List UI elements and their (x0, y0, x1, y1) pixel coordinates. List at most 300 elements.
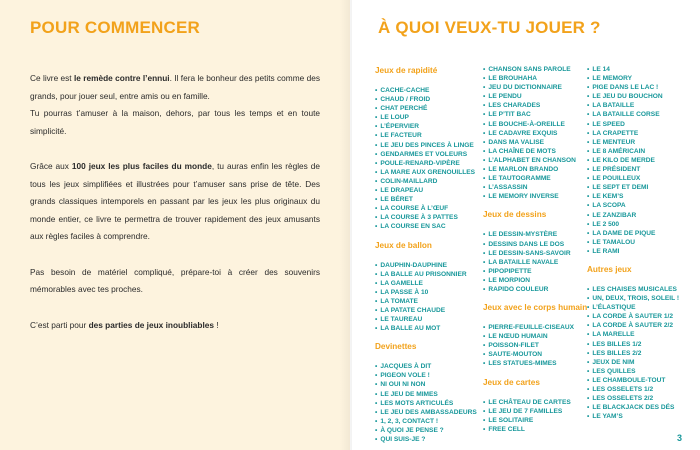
game-name: LE YAM’S (592, 413, 623, 421)
game-list-item (587, 376, 697, 385)
game-name: LA BATAILLE (592, 102, 635, 110)
game-name: LE ZANZIBAR (592, 211, 637, 219)
game-name: LA SCOPA (592, 202, 626, 210)
game-list-item (587, 211, 697, 220)
intro-paragraph-1 (30, 70, 320, 105)
bullet-icon: • (483, 156, 486, 164)
game-list-item (587, 101, 697, 110)
game-list-item (375, 86, 485, 95)
bullet-icon: • (587, 331, 590, 339)
games-list (375, 362, 485, 444)
game-list-item (587, 183, 697, 192)
game-list-item (587, 138, 697, 147)
game-list-item (483, 359, 593, 368)
game-list-item (483, 147, 593, 156)
game-list-item (375, 435, 485, 444)
game-name: LE 14 (592, 66, 610, 73)
page-title-right: À QUOI VEUX-TU JOUER ? (378, 18, 601, 37)
game-list-item (587, 156, 697, 165)
text-run: , tu auras enfin les règles de tous les jeux simplifiées et illustrées pour t’amuser sans prise de tête. Des grands classiques intemporels en passant par les jeux les plus originaux du monde entier, ce livre te permettra de trouver rapidement des jeux amusants aux règles faciles à comprendre. (30, 161, 320, 241)
bullet-icon: • (483, 184, 486, 192)
bullet-icon: • (483, 193, 486, 201)
bullet-icon: • (375, 187, 378, 195)
bullet-icon: • (483, 166, 486, 174)
bullet-icon: • (587, 367, 590, 375)
games-list (587, 285, 697, 421)
game-name: LE 2 500 (592, 220, 620, 228)
game-list-item (587, 349, 697, 358)
bullet-icon: • (483, 249, 486, 257)
bullet-icon: • (375, 381, 378, 389)
bullet-icon: • (375, 141, 378, 149)
bullet-icon: • (483, 240, 486, 248)
game-list-item (375, 168, 485, 177)
bullet-icon: • (375, 214, 378, 222)
game-list-item (375, 417, 485, 426)
bullet-icon: • (483, 66, 486, 73)
game-list-item (375, 399, 485, 408)
bullet-icon: • (375, 390, 378, 398)
game-name: POULE-RENARD-VIPÈRE (380, 159, 460, 167)
game-list-item (483, 156, 593, 165)
game-list-item (483, 425, 593, 434)
game-list-item (483, 192, 593, 201)
game-list-item (587, 147, 697, 156)
game-name: COLIN-MAILLARD (380, 177, 438, 185)
game-name: LE MEMORY INVERSE (488, 193, 559, 201)
game-list-item (587, 312, 697, 321)
bullet-icon: • (587, 102, 590, 110)
bullet-icon: • (483, 138, 486, 146)
game-list-item (375, 426, 485, 435)
game-list-item (483, 323, 593, 332)
game-name: DESSINS DANS LE DOS (488, 240, 565, 248)
text-run: ! (214, 319, 219, 330)
game-name: LA BALLE AU PRISONNIER (380, 270, 467, 278)
game-name: LES MOTS ARTICULÉS (380, 399, 454, 407)
game-list-item (483, 407, 593, 416)
bullet-icon: • (483, 129, 486, 137)
bullet-icon: • (483, 416, 486, 424)
game-name: LE RAMI (592, 247, 620, 255)
game-list-item (375, 258, 486, 270)
bullet-icon: • (587, 202, 590, 210)
bullet-icon: • (375, 270, 378, 278)
intro-text (30, 70, 320, 334)
game-list-item (483, 174, 593, 183)
section-title: Jeux de cartes (483, 377, 540, 387)
bullet-icon: • (587, 285, 590, 293)
game-name: LA DAME DE PIQUE (592, 229, 656, 237)
game-list-item (375, 408, 485, 417)
game-list-item (375, 104, 485, 113)
game-list-item (483, 249, 593, 258)
game-name: LES OSSELETS 1/2 (592, 386, 654, 393)
bullet-icon: • (375, 306, 378, 314)
bullet-icon: • (587, 93, 590, 101)
game-name: LES BILLES 2/2 (592, 349, 642, 357)
game-name: LE POUILLEUX (592, 175, 641, 183)
game-list-item (587, 201, 697, 210)
bullet-icon: • (483, 276, 486, 284)
bullet-icon: • (587, 220, 590, 228)
game-list-item (483, 230, 593, 239)
game-list-item (587, 321, 697, 330)
section-title: Jeux de rapidité (375, 66, 438, 75)
game-list-item (375, 204, 485, 213)
game-name: LE KILO DE MERDE (592, 156, 655, 164)
game-list-item (483, 398, 593, 407)
game-list-item (483, 267, 593, 276)
bullet-icon: • (375, 325, 378, 333)
bullet-icon: • (483, 147, 486, 155)
bullet-icon: • (483, 398, 486, 406)
bullet-icon: • (587, 229, 590, 237)
bullet-icon: • (483, 120, 486, 128)
game-list-item (483, 83, 593, 92)
bullet-icon: • (587, 340, 590, 348)
game-list-item (587, 340, 697, 349)
bullet-icon: • (375, 96, 378, 104)
game-list-item (587, 385, 697, 394)
section-title: Devinettes (375, 342, 417, 352)
game-list-item (587, 394, 697, 403)
game-list-item (375, 222, 485, 231)
game-name: LE NŒUD HUMAIN (488, 333, 548, 341)
game-list-item (375, 122, 485, 131)
game-list-item (587, 238, 697, 247)
game-name: PIERRE-FEUILLE-CISEAUX (488, 324, 575, 332)
game-list-item (587, 110, 697, 119)
games-list (587, 65, 697, 256)
games-list (375, 86, 485, 232)
bullet-icon: • (483, 75, 486, 83)
bullet-icon: • (587, 247, 590, 255)
bullet-icon: • (375, 288, 378, 296)
game-list-item (483, 240, 593, 249)
bullet-icon: • (375, 87, 378, 94)
game-list-item (587, 65, 697, 74)
game-name: LE MEMORY (592, 75, 632, 83)
bullet-icon: • (587, 349, 590, 357)
game-name: LE SPEED (592, 120, 625, 128)
intro-paragraph-5 (30, 317, 320, 335)
bullet-icon: • (375, 426, 378, 434)
game-name: LA TOMATE (380, 297, 418, 305)
game-list-item (483, 138, 593, 147)
bullet-icon: • (587, 147, 590, 155)
game-list-item (587, 247, 697, 256)
bullet-icon: • (587, 175, 590, 183)
game-list-item (587, 367, 697, 376)
game-list-item (375, 390, 485, 399)
bullet-icon: • (587, 404, 590, 412)
game-list-item (587, 294, 697, 303)
game-name: LE TAUTOGRAMME (488, 175, 551, 183)
bullet-icon: • (483, 342, 486, 350)
bullet-icon: • (375, 297, 378, 305)
game-name: L’ÉPERVIER (380, 123, 420, 131)
bullet-icon: • (375, 205, 378, 213)
bullet-icon: • (587, 395, 590, 403)
game-list-item (375, 267, 486, 279)
game-list-item (375, 147, 486, 159)
game-name: LE SEPT ET DEMI (592, 184, 649, 192)
game-list-item (375, 315, 485, 324)
games-column-1 (375, 65, 485, 444)
bullet-icon: • (483, 267, 486, 275)
game-list-item (375, 371, 485, 380)
text-run: . Il fera le bonheur des petits comme des grands, pour jouer seul, entre amis ou en famille. (30, 73, 320, 101)
game-name: PIGEON VOLE ! (380, 372, 430, 380)
game-name: LES CHAISES MUSICALES (592, 285, 677, 293)
game-name: LA MARELLE (592, 331, 635, 339)
game-name: LA PASSE À 10 (380, 288, 429, 296)
game-list-item (375, 113, 485, 122)
games-list (483, 398, 593, 434)
book-gutter (340, 0, 352, 450)
bullet-icon: • (483, 360, 486, 368)
game-name: LE DESSIN-MYSTÈRE (488, 231, 558, 239)
bullet-icon: • (483, 102, 486, 110)
bullet-icon: • (375, 279, 378, 287)
game-list-item (587, 192, 697, 201)
game-list-item (483, 183, 593, 192)
bullet-icon: • (483, 425, 486, 433)
game-name: LE JEU DES PINCES À LINGE (380, 141, 474, 149)
game-list-item (375, 138, 486, 150)
game-list-item (483, 165, 593, 174)
game-name: LE BROUHAHA (488, 75, 538, 83)
bullet-icon: • (375, 159, 378, 167)
game-name: LA GAMELLE (380, 279, 423, 287)
game-name: LE PENDU (488, 93, 522, 101)
game-name: UN, DEUX, TROIS, SOLEIL ! (592, 295, 680, 303)
game-list-item (587, 174, 697, 183)
game-name: LE CHÂTEAU DE CARTES (488, 398, 571, 406)
bullet-icon: • (587, 313, 590, 321)
game-name: LA CORDE À SAUTER 2/2 (592, 322, 674, 330)
game-name: LE KEM’S (592, 193, 624, 201)
highlight-text: 100 jeux les plus faciles du monde (71, 161, 212, 171)
game-list-item (483, 276, 593, 285)
text-run: Grâce aux (30, 161, 72, 171)
game-list-item (375, 297, 485, 306)
game-name: À QUOI JE PENSE ? (380, 426, 444, 434)
game-name: LES QUILLES (592, 367, 636, 375)
game-list-item (483, 65, 593, 74)
bullet-icon: • (483, 84, 486, 92)
bullet-icon: • (375, 436, 378, 443)
game-list-item (375, 285, 486, 297)
bullet-icon: • (375, 132, 378, 140)
games-list (483, 323, 593, 368)
game-name: LES BILLES 1/2 (592, 340, 642, 348)
game-list-item (587, 358, 697, 367)
game-name: LE JEU DE 7 FAMILLES (488, 407, 563, 415)
game-name: DAUPHIN-DAUPHINE (380, 261, 447, 269)
game-name: LES CHARADES (488, 102, 541, 110)
bullet-icon: • (587, 184, 590, 192)
bullet-icon: • (375, 177, 378, 185)
game-name: LE MARLON BRANDO (488, 166, 559, 174)
game-list-item (483, 341, 593, 350)
bullet-icon: • (587, 156, 590, 164)
game-name: L’ASSASSIN (488, 184, 528, 192)
game-name: L’ÉLASTIQUE (592, 304, 636, 312)
text-run: C’est parti pour (30, 319, 89, 330)
game-name: LE CADAVRE EXQUIS (488, 129, 558, 137)
bullet-icon: • (587, 376, 590, 384)
game-name: LE 8 AMÉRICAIN (592, 147, 646, 155)
game-name: RAPIDO COULEUR (488, 285, 549, 293)
page-title-left: POUR COMMENCER (30, 18, 200, 37)
game-list-item (375, 324, 485, 333)
game-name: LA PATATE CHAUDE (380, 306, 446, 314)
game-name: LE CHAMBOULE-TOUT (592, 376, 666, 384)
bullet-icon: • (483, 285, 486, 293)
game-name: JEUX DE NIM (592, 358, 635, 366)
intro-paragraph-3 (30, 158, 320, 246)
game-list-item (375, 177, 485, 186)
bullet-icon: • (375, 372, 378, 380)
game-name: LE JEU DES AMBASSADEURS (380, 408, 477, 416)
game-list-item (483, 332, 593, 341)
game-name: L’ALPHABET EN CHANSON (488, 156, 576, 164)
game-name: DANS MA VALISE (488, 138, 544, 146)
bullet-icon: • (587, 238, 590, 246)
game-list-item (587, 403, 697, 412)
game-name: LA COURSE À 3 PATTES (380, 214, 458, 222)
game-name: JACQUES À DIT (380, 363, 432, 371)
game-name: FREE CELL (488, 425, 525, 433)
bullet-icon: • (375, 408, 378, 416)
game-name: PIGE DANS LE LAC ! (592, 84, 659, 92)
game-name: LA BALLE AU MOT (380, 325, 441, 333)
game-name: SAUTE-MOUTON (488, 351, 543, 359)
game-list-item (375, 131, 485, 140)
game-name: LE PRÉSIDENT (592, 166, 641, 174)
game-name: LA CRAPETTE (592, 129, 639, 137)
games-list (483, 65, 593, 201)
bullet-icon: • (587, 84, 590, 92)
bullet-icon: • (587, 413, 590, 421)
bullet-icon: • (587, 138, 590, 146)
bullet-icon: • (587, 166, 590, 174)
section-title: Jeux de ballon (375, 240, 432, 250)
game-list-item (483, 285, 593, 294)
game-list-item (587, 92, 697, 101)
bullet-icon: • (375, 399, 378, 407)
bullet-icon: • (587, 129, 590, 137)
game-name: LE DRAPEAU (380, 187, 424, 195)
game-list-item (483, 74, 593, 83)
game-name: PIPOPIPETTE (488, 267, 532, 275)
game-name: LA BATAILLE NAVALE (488, 258, 559, 266)
highlight-text: des parties de jeux inoubliables (88, 319, 214, 330)
bullet-icon: • (587, 111, 590, 119)
bullet-icon: • (375, 363, 378, 371)
bullet-icon: • (587, 386, 590, 393)
game-name: LE BLACKJACK DES DÉS (592, 404, 675, 412)
game-list-item (587, 412, 697, 421)
game-list-item (483, 110, 593, 119)
game-list-item (587, 285, 697, 294)
bullet-icon: • (587, 66, 590, 73)
page-number: 3 (676, 433, 682, 443)
game-list-item (375, 380, 485, 389)
game-name: LA CHAÎNE DE MOTS (488, 147, 556, 155)
game-name: CHAT PERCHÉ (380, 105, 428, 113)
game-list-item (587, 129, 697, 138)
highlight-text: le remède contre l’ennui (73, 73, 170, 83)
bullet-icon: • (587, 211, 590, 219)
game-list-item (587, 165, 697, 174)
section-title: Jeux avec le corps humain (483, 303, 588, 313)
bullet-icon: • (483, 258, 486, 266)
game-list-item (483, 350, 593, 359)
bullet-icon: • (375, 150, 378, 158)
bullet-icon: • (375, 196, 378, 204)
game-name: 1, 2, 3, CONTACT ! (380, 417, 439, 425)
game-name: LE FACTEUR (380, 132, 422, 140)
bullet-icon: • (375, 417, 378, 425)
games-list (375, 258, 486, 334)
bullet-icon: • (587, 75, 590, 83)
game-name: LE MORPION (488, 276, 531, 284)
bullet-icon: • (375, 114, 378, 122)
section-title: Autres jeux (587, 264, 632, 274)
game-list-item (587, 120, 697, 129)
bullet-icon: • (587, 193, 590, 201)
game-list-item (375, 362, 485, 371)
game-name: LA COURSE À L’ŒUF (380, 205, 449, 213)
game-name: GENDARMES ET VOLEURS (380, 150, 468, 158)
game-list-item (375, 213, 485, 222)
game-name: LES STATUES-MIMES (488, 360, 557, 368)
game-list-item (375, 156, 486, 168)
bullet-icon: • (483, 231, 486, 239)
games-list (483, 230, 593, 294)
section-title: Jeux de dessins (483, 210, 547, 220)
game-name: LE LOUP (380, 114, 409, 122)
game-list-item (483, 120, 593, 129)
bullet-icon: • (587, 295, 590, 303)
game-name: CACHE-CACHE (380, 87, 430, 94)
game-name: LE TAUREAU (380, 316, 423, 324)
game-name: CHAUD / FROID (380, 96, 431, 104)
game-list-item (375, 195, 485, 204)
game-name: LA MARE AUX GRENOUILLES (380, 168, 476, 176)
game-list-item (375, 276, 486, 288)
game-name: LE P’TIT BAC (488, 111, 531, 119)
bullet-icon: • (375, 261, 378, 269)
game-list-item (587, 83, 697, 92)
intro-paragraph-4: Pas besoin de matériel compliqué, prépare-toi à créer des souvenirs mémorables avec tes proches. (30, 266, 320, 294)
game-list-item (483, 129, 593, 138)
bullet-icon: • (587, 304, 590, 312)
bullet-icon: • (375, 168, 378, 176)
intro-paragraph-2: Tu pourras t’amuser à la maison, dehors, par tous les temps et en toute simplicité. (30, 108, 320, 136)
game-list-item (587, 303, 697, 312)
game-list-item (375, 186, 485, 195)
games-column-2 (483, 65, 593, 434)
game-name: JEU DU DICTIONNAIRE (488, 84, 562, 92)
game-name: LE SOLITAIRE (488, 416, 534, 424)
game-list-item (483, 92, 593, 101)
game-name: NI OUI NI NON (380, 381, 426, 389)
game-name: CHANSON SANS PAROLE (488, 66, 571, 73)
